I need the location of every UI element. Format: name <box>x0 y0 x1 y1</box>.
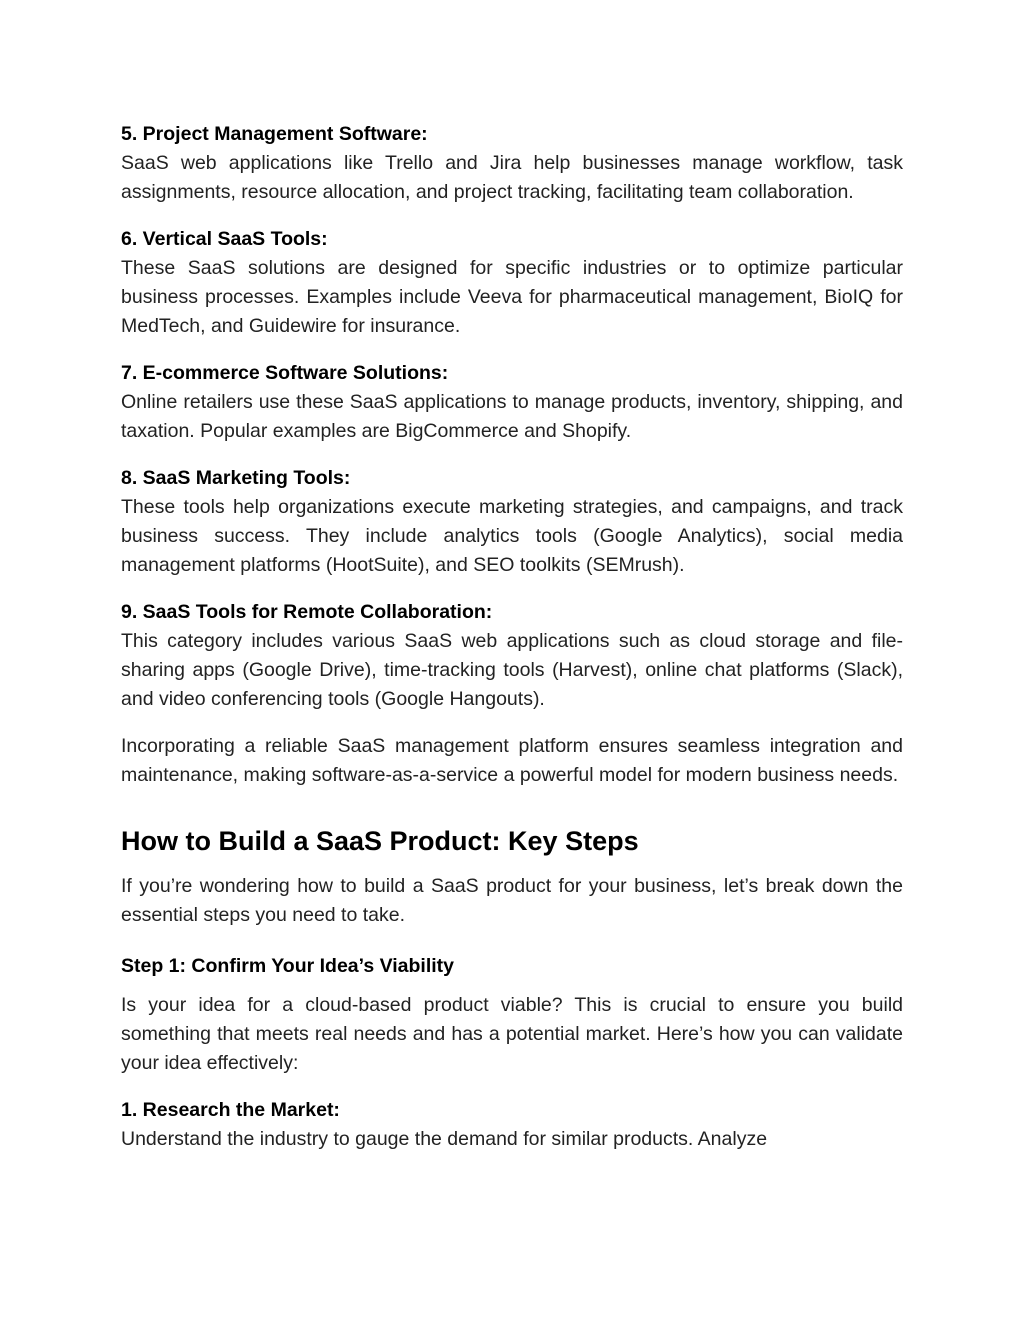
list-item <box>121 359 903 446</box>
list-item <box>121 225 903 341</box>
item-text: Online retailers use these SaaS applications to manage products, inventory, shipping, and taxation. Popular examples are BigCommerce and Shopify. <box>121 391 903 442</box>
item-text: This category includes various SaaS web applications such as cloud storage and file-sharing apps (Google Drive), time-tracking tools (Harvest), online chat platforms (Slack), and video conferencing tools (Google Hangouts). <box>121 630 903 710</box>
item-title: 9. SaaS Tools for Remote Collaboration: <box>121 601 493 623</box>
list-item <box>121 120 903 207</box>
list-item <box>121 598 903 714</box>
item-title: 1. Research the Market: <box>121 1099 340 1121</box>
step-intro-block <box>121 991 903 1078</box>
item-title: 6. Vertical SaaS Tools: <box>121 228 328 250</box>
list-item <box>121 464 903 580</box>
item-text: These tools help organizations execute marketing strategies, and campaigns, and track business success. They include analytics tools (Google Analytics), social media management platforms (HootSuite), and SEO toolkits (SEMrush). <box>121 496 903 576</box>
item-title: 8. SaaS Marketing Tools: <box>121 467 351 489</box>
item-text: These SaaS solutions are designed for specific industries or to optimize particular business processes. Examples include Veeva for pharmaceutical management, BioIQ for MedTech, and Guidewire for insurance. <box>121 257 903 337</box>
section-heading: How to Build a SaaS Product: Key Steps <box>121 826 639 856</box>
document-content <box>121 120 903 1172</box>
item-text: Understand the industry to gauge the demand for similar products. Analyze <box>121 1128 768 1150</box>
list-item <box>121 1096 903 1154</box>
step-heading: Step 1: Confirm Your Idea’s Viability <box>121 955 455 977</box>
step-intro: Is your idea for a cloud-based product viable? This is crucial to ensure you build something that meets real needs and has a potential market. Here’s how you can validate your idea effectively: <box>121 994 903 1074</box>
closing-paragraph: Incorporating a reliable SaaS management platform ensures seamless integration and maintenance, making software-as-a-service a powerful model for modern business needs. <box>121 735 903 786</box>
item-title: 5. Project Management Software: <box>121 123 428 145</box>
item-title: 7. E-commerce Software Solutions: <box>121 362 449 384</box>
section-intro: If you’re wondering how to build a SaaS product for your business, let’s break down the essential steps you need to take. <box>121 875 903 926</box>
item-text: SaaS web applications like Trello and Jira help businesses manage workflow, task assignments, resource allocation, and project tracking, facilitating team collaboration. <box>121 152 903 203</box>
